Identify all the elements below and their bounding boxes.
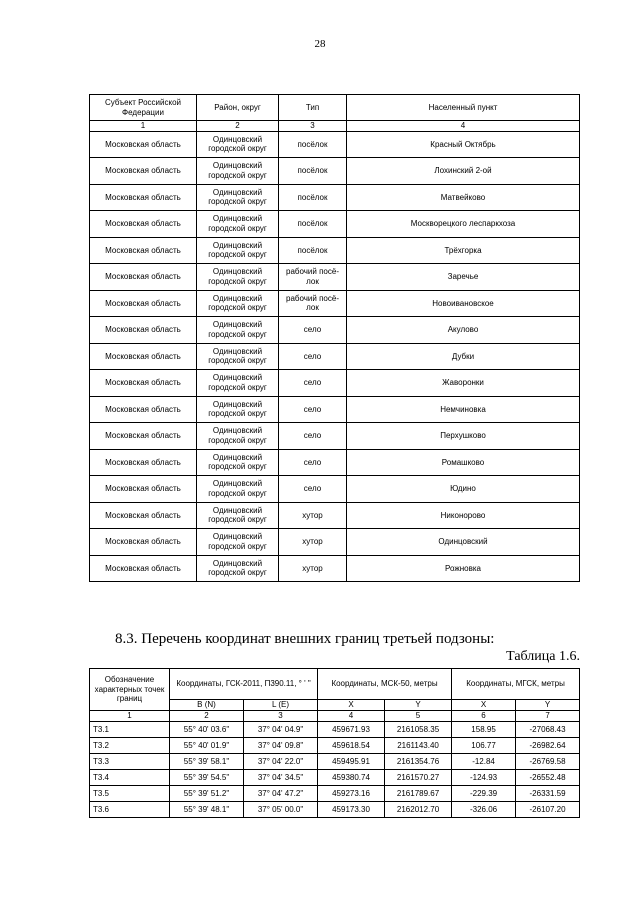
cell-mgsk-x: 158.95 — [452, 722, 516, 738]
cell-settlement: Одинцовский — [347, 529, 580, 556]
cell-settlement: Лохинский 2-ой — [347, 158, 580, 185]
table-row — [90, 786, 580, 802]
cell-district: Одинцовский городской округ — [197, 423, 279, 450]
column-number: 7 — [516, 711, 580, 722]
coordinates-table-body — [90, 722, 580, 818]
cell-district: Одинцовский городской округ — [197, 502, 279, 529]
cell-settlement: Перхушково — [347, 423, 580, 450]
cell-subject: Московская область — [90, 131, 197, 158]
cell-settlement: Новоивановское — [347, 290, 580, 317]
cell-type: рабочий посё-лок — [279, 290, 347, 317]
column-number: 5 — [385, 711, 452, 722]
subheader-y: Y — [385, 700, 452, 711]
cell-msk-y: 2161143.40 — [385, 738, 452, 754]
table-caption: Таблица 1.6. — [506, 649, 580, 664]
cell-settlement: Москворецкого леспаркхоза — [347, 211, 580, 238]
column-number: 2 — [170, 711, 244, 722]
cell-mgsk-y: -26107.20 — [516, 802, 580, 818]
header-district: Район, округ — [197, 95, 279, 121]
cell-district: Одинцовский городской округ — [197, 449, 279, 476]
cell-type: село — [279, 343, 347, 370]
table-number-row — [90, 121, 580, 132]
cell-mgsk-y: -26769.58 — [516, 754, 580, 770]
subheader-b: B (N) — [170, 700, 244, 711]
table-row — [90, 290, 580, 317]
header-gsk: Координаты, ГСК-2011, П390.11, ° ' " — [170, 669, 318, 700]
cell-mgsk-y: -27068.43 — [516, 722, 580, 738]
header-point: Обозначение характерных точек границ — [90, 669, 170, 711]
header-msk: Координаты, МСК-50, метры — [318, 669, 452, 700]
cell-type: посёлок — [279, 237, 347, 264]
cell-subject: Московская область — [90, 343, 197, 370]
header-type: Тип — [279, 95, 347, 121]
header-mgsk: Координаты, МГСК, метры — [452, 669, 580, 700]
cell-district: Одинцовский городской округ — [197, 343, 279, 370]
cell-msk-x: 459671.93 — [318, 722, 385, 738]
cell-type: село — [279, 476, 347, 503]
cell-district: Одинцовский городской округ — [197, 211, 279, 238]
cell-msk-x: 459173.30 — [318, 802, 385, 818]
cell-type: село — [279, 449, 347, 476]
cell-mgsk-y: -26982.64 — [516, 738, 580, 754]
cell-msk-y: 2161570.27 — [385, 770, 452, 786]
cell-mgsk-x: 106.77 — [452, 738, 516, 754]
settlements-table-body — [90, 131, 580, 582]
cell-type: хутор — [279, 502, 347, 529]
column-number: 4 — [347, 121, 580, 132]
cell-settlement: Дубки — [347, 343, 580, 370]
column-number: 6 — [452, 711, 516, 722]
cell-subject: Московская область — [90, 529, 197, 556]
cell-point: Т3.3 — [90, 754, 170, 770]
subheader-y: Y — [516, 700, 580, 711]
coordinates-table — [89, 668, 580, 818]
column-number: 4 — [318, 711, 385, 722]
table-row — [90, 343, 580, 370]
cell-subject: Московская область — [90, 158, 197, 185]
cell-type: посёлок — [279, 211, 347, 238]
cell-mgsk-x: -124.93 — [452, 770, 516, 786]
column-number: 2 — [197, 121, 279, 132]
table-row — [90, 502, 580, 529]
cell-settlement: Акулово — [347, 317, 580, 344]
cell-msk-y: 2162012.70 — [385, 802, 452, 818]
cell-type: хутор — [279, 529, 347, 556]
cell-type: посёлок — [279, 184, 347, 211]
settlements-table — [89, 94, 580, 582]
cell-point: Т3.5 — [90, 786, 170, 802]
cell-subject: Московская область — [90, 449, 197, 476]
cell-b: 55° 39' 48.1" — [170, 802, 244, 818]
cell-type: рабочий посё-лок — [279, 264, 347, 291]
cell-point: Т3.1 — [90, 722, 170, 738]
cell-subject: Московская область — [90, 237, 197, 264]
cell-subject: Московская область — [90, 502, 197, 529]
table-row — [90, 158, 580, 185]
cell-b: 55° 39' 51.2" — [170, 786, 244, 802]
cell-mgsk-x: -12.84 — [452, 754, 516, 770]
cell-subject: Московская область — [90, 184, 197, 211]
subheader-x: X — [452, 700, 516, 711]
cell-settlement: Никонорово — [347, 502, 580, 529]
cell-subject: Московская область — [90, 211, 197, 238]
header-subject: Субъект Российской Федерации — [90, 95, 197, 121]
header-settlement: Населенный пункт — [347, 95, 580, 121]
table-row — [90, 770, 580, 786]
cell-msk-y: 2161789.67 — [385, 786, 452, 802]
table-row — [90, 802, 580, 818]
cell-district: Одинцовский городской округ — [197, 370, 279, 397]
cell-msk-x: 459273.16 — [318, 786, 385, 802]
table-header-row — [90, 669, 580, 700]
table-row — [90, 211, 580, 238]
cell-settlement: Матвейково — [347, 184, 580, 211]
page-number: 28 — [314, 38, 326, 50]
cell-district: Одинцовский городской округ — [197, 396, 279, 423]
cell-settlement: Рожновка — [347, 555, 580, 582]
column-number: 1 — [90, 711, 170, 722]
cell-type: посёлок — [279, 158, 347, 185]
cell-settlement: Немчиновка — [347, 396, 580, 423]
cell-msk-y: 2161058.35 — [385, 722, 452, 738]
cell-b: 55° 40' 03.6" — [170, 722, 244, 738]
table-row — [90, 722, 580, 738]
table-row — [90, 396, 580, 423]
table-row — [90, 476, 580, 503]
cell-type: посёлок — [279, 131, 347, 158]
cell-mgsk-y: -26552.48 — [516, 770, 580, 786]
cell-subject: Московская область — [90, 423, 197, 450]
table-row — [90, 754, 580, 770]
cell-b: 55° 39' 58.1" — [170, 754, 244, 770]
cell-b: 55° 39' 54.5" — [170, 770, 244, 786]
cell-district: Одинцовский городской округ — [197, 237, 279, 264]
cell-l: 37° 04' 22.0" — [244, 754, 318, 770]
column-number: 3 — [279, 121, 347, 132]
cell-subject: Московская область — [90, 476, 197, 503]
cell-settlement: Юдино — [347, 476, 580, 503]
cell-subject: Московская область — [90, 317, 197, 344]
table-row — [90, 738, 580, 754]
cell-point: Т3.2 — [90, 738, 170, 754]
table-row — [90, 423, 580, 450]
cell-mgsk-x: -229.39 — [452, 786, 516, 802]
cell-l: 37° 04' 34.5" — [244, 770, 318, 786]
cell-l: 37° 04' 47.2" — [244, 786, 318, 802]
cell-type: село — [279, 423, 347, 450]
cell-settlement: Трёхгорка — [347, 237, 580, 264]
cell-msk-x: 459495.91 — [318, 754, 385, 770]
cell-settlement: Заречье — [347, 264, 580, 291]
cell-l: 37° 04' 09.8" — [244, 738, 318, 754]
cell-district: Одинцовский городской округ — [197, 476, 279, 503]
cell-subject: Московская область — [90, 370, 197, 397]
cell-district: Одинцовский городской округ — [197, 158, 279, 185]
table-row — [90, 370, 580, 397]
cell-type: село — [279, 317, 347, 344]
cell-district: Одинцовский городской округ — [197, 290, 279, 317]
cell-type: хутор — [279, 555, 347, 582]
cell-point: Т3.4 — [90, 770, 170, 786]
cell-subject: Московская область — [90, 264, 197, 291]
cell-district: Одинцовский городской округ — [197, 131, 279, 158]
cell-mgsk-x: -326.06 — [452, 802, 516, 818]
table-header-row — [90, 95, 580, 121]
column-number: 3 — [244, 711, 318, 722]
subheader-x: X — [318, 700, 385, 711]
table-row — [90, 555, 580, 582]
cell-settlement: Жаворонки — [347, 370, 580, 397]
cell-l: 37° 04' 04.9" — [244, 722, 318, 738]
table-row — [90, 131, 580, 158]
cell-msk-y: 2161354.76 — [385, 754, 452, 770]
column-number: 1 — [90, 121, 197, 132]
cell-settlement: Красный Октябрь — [347, 131, 580, 158]
table-row — [90, 317, 580, 344]
cell-subject: Московская область — [90, 555, 197, 582]
cell-settlement: Ромашково — [347, 449, 580, 476]
section-title: 8.3. Перечень координат внешних границ третьей подзоны: — [115, 631, 495, 647]
table-row — [90, 184, 580, 211]
cell-district: Одинцовский городской округ — [197, 529, 279, 556]
cell-type: село — [279, 370, 347, 397]
cell-type: село — [279, 396, 347, 423]
cell-district: Одинцовский городской округ — [197, 317, 279, 344]
cell-subject: Московская область — [90, 396, 197, 423]
cell-b: 55° 40' 01.9" — [170, 738, 244, 754]
table-row — [90, 449, 580, 476]
cell-msk-x: 459380.74 — [318, 770, 385, 786]
cell-district: Одинцовский городской округ — [197, 184, 279, 211]
cell-mgsk-y: -26331.59 — [516, 786, 580, 802]
cell-subject: Московская область — [90, 290, 197, 317]
table-number-row — [90, 711, 580, 722]
cell-district: Одинцовский городской округ — [197, 264, 279, 291]
table-row — [90, 237, 580, 264]
cell-point: Т3.6 — [90, 802, 170, 818]
subheader-l: L (E) — [244, 700, 318, 711]
cell-l: 37° 05' 00.0" — [244, 802, 318, 818]
cell-district: Одинцовский городской округ — [197, 555, 279, 582]
table-row — [90, 529, 580, 556]
table-row — [90, 264, 580, 291]
cell-msk-x: 459618.54 — [318, 738, 385, 754]
